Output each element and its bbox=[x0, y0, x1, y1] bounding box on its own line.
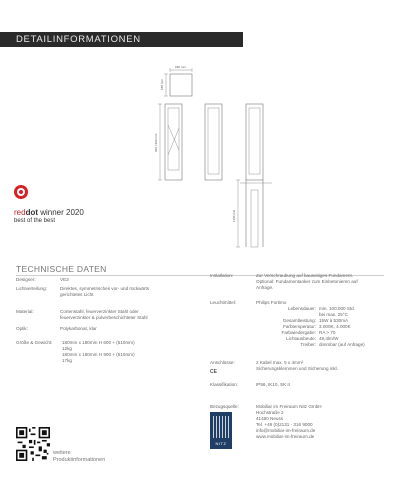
spec-lamp: Leuchtmittel: Philips Fortimo bbox=[210, 300, 287, 305]
top-view-square bbox=[170, 74, 192, 96]
front-view-middle bbox=[205, 104, 222, 180]
nitz-logo: NITZ bbox=[210, 412, 232, 449]
lamp-detail-row: Lebensdauer: min. 100.000 Std. bbox=[287, 306, 356, 311]
reddot-logo-icon bbox=[14, 185, 28, 199]
spec-optics: Optik: Polykarbonat, klar bbox=[16, 326, 97, 331]
lamp-detail-row: Treiber: dimmbar (auf Anfrage) bbox=[300, 342, 365, 347]
dim-body-height: 600 / 900 mm bbox=[154, 133, 158, 152]
lamp-detail-row: bei max. 25°C bbox=[319, 312, 348, 317]
dim-total-height: 1100 mm bbox=[232, 209, 236, 222]
spec-classification: Klassifikation: IP56, IK10, SK II bbox=[210, 382, 290, 387]
spec-connections: Anschlüsse: 2 Kabel max. 5 x 4mm² Sicherungsklemmen und Sicherung inkl. bbox=[210, 360, 338, 371]
spec-installation: Installation: Zur Verschraubung auf bauseitiges Fundament. Optional: Fundamentanker zum Einbetonieren auf Anfrage. bbox=[210, 273, 358, 290]
reddot-award bbox=[14, 185, 84, 224]
award-title: reddot winner 2020 bbox=[14, 208, 84, 217]
header-title: DETAILINFORMATIONEN bbox=[16, 34, 141, 45]
dim-top-width: 180 mm bbox=[175, 65, 186, 69]
section-title: TECHNISCHE DATEN bbox=[16, 264, 107, 274]
installed-view bbox=[236, 180, 272, 247]
ce-mark-icon: CE bbox=[210, 369, 217, 375]
lamp-detail-row: Farbtemperatur: 3.000K, 4.000K bbox=[283, 324, 351, 329]
spec-size-weight: Größe & Gewicht: 180mm x 180mm H 600 + (510mm) 12kg 180mm x 180mm H 900 + (510mm) 17kg bbox=[16, 340, 135, 363]
lamp-detail-row: Farbwiedergabe: RA > 70 bbox=[281, 330, 336, 335]
spec-material: Material: Cortenstahl, feuerverzinkter Stahl oder feuerverzinkter & pulverbeschichteter Stahl bbox=[16, 309, 148, 320]
award-subtitle: best of the best bbox=[14, 218, 56, 224]
spec-light-distribution: Lichtverteilung: Direktes, symmetrisches vor- und rückwärts gerichtetes Licht bbox=[16, 286, 150, 297]
spec-supplier: Bezugsquelle: Mobiliar im Freiraum Nitz GmbH Hochstraße 2 41460 Neuss Tel. +49 (0)2131 - 316 9000 info@mobiliar-im-freiraum.de www.mobiliar-im-freiraum.de bbox=[210, 404, 322, 439]
qr-code-icon[interactable] bbox=[16, 427, 50, 461]
side-view-right bbox=[246, 104, 263, 180]
lamp-detail-row: Gesamtleistung: 15W à 530mA bbox=[282, 318, 349, 323]
front-view-left bbox=[165, 104, 182, 180]
lamp-detail-row: Lichtausbeute: 48,4lm/W bbox=[286, 336, 339, 341]
spec-designer: Designer: VE3 bbox=[16, 277, 69, 282]
qr-caption: weitere Produktinformationen bbox=[53, 450, 106, 463]
dim-top-depth: 180 mm bbox=[160, 79, 164, 90]
